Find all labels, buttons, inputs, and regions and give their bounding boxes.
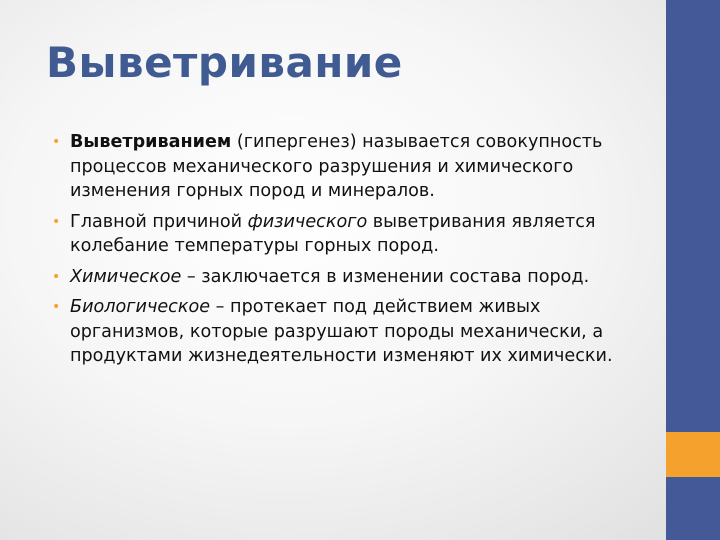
bullet-text: Главной причиной bbox=[70, 211, 248, 232]
bullet-text: выветривания является колебание температуры горных пород. bbox=[70, 211, 596, 256]
bullet-item bbox=[50, 265, 650, 290]
bullet-list bbox=[50, 130, 650, 375]
bullet-dot-icon: • bbox=[52, 134, 61, 150]
bullet-item bbox=[50, 210, 650, 259]
bullet-item bbox=[50, 130, 650, 204]
bullet-text: – протекает под действием живых организмов, которые разрушают породы механически, а продуктами жизнедеятельности изменяют их химически. bbox=[70, 297, 613, 366]
bullet-item bbox=[50, 295, 650, 369]
bullet-term: Выветриванием bbox=[70, 132, 232, 152]
bullet-term: Химическое bbox=[70, 266, 182, 287]
slide-title: Выветривание bbox=[46, 38, 403, 87]
bullet-dot-icon: • bbox=[52, 213, 61, 230]
bullet-text: (гипергенез) называется совокупность процессов механического разрушения и химического изменения горных пород и минералов. bbox=[70, 132, 603, 201]
bullet-emphasis: физического bbox=[247, 211, 368, 232]
bullet-dot-icon: • bbox=[52, 299, 61, 315]
bullet-dot-icon: • bbox=[52, 268, 61, 285]
side-accent-decoration bbox=[666, 432, 720, 477]
bullet-term: Биологическое bbox=[70, 297, 211, 317]
bullet-text: – заключается в изменении состава пород. bbox=[181, 266, 590, 287]
